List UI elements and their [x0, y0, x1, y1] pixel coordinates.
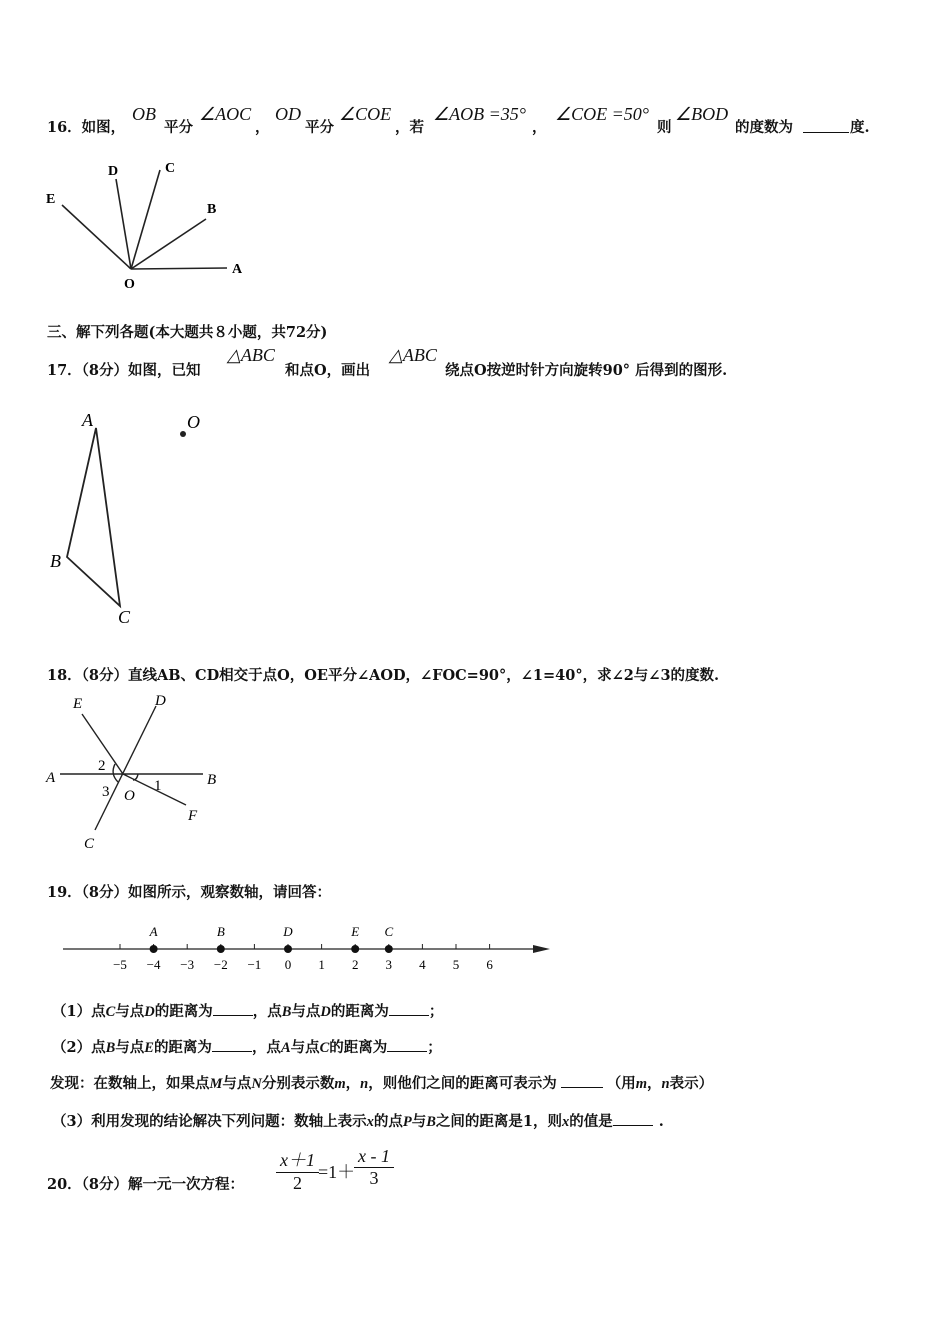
q19-blank-be — [212, 1037, 252, 1052]
q19-part1: （1）点C与点D的距离为 ，点B与点D的距离为 ； — [52, 1003, 444, 1020]
q20-num2: x - 1 — [358, 1146, 390, 1166]
q16-comma1: ， — [255, 119, 270, 136]
q16-bisect2: 平分 — [305, 119, 334, 136]
label-b: B — [207, 772, 217, 788]
label-o: O — [124, 277, 135, 292]
q19-discover: 发现：在数轴上，如果点M与点N分别表示数m，n，则他们之间的距离可表示为 （用m，n表示） — [50, 1075, 714, 1092]
point-b — [217, 945, 225, 953]
axis-tick-label: −4 — [146, 957, 161, 972]
q16-aob-eq: ∠AOB =35° — [433, 104, 526, 124]
q16-ob: OB — [132, 104, 156, 124]
ray-oa — [131, 268, 227, 269]
q16-figure — [40, 155, 260, 295]
q19-part3: （3）利用发现的结论解决下列问题：数轴上表示x的点P与B之间的距离是1，则x的值是 . — [52, 1113, 664, 1130]
q16-then: 则 — [657, 119, 672, 136]
q19-blank-distance — [561, 1073, 603, 1088]
point-label-a: A — [149, 924, 158, 939]
q18-text: 18．（8分）直线AB、CD相交于点O，OE平分∠AOD，∠FOC=90°，∠1=40°，求∠2与∠3的度数. — [47, 667, 720, 684]
axis-tick-label: −2 — [213, 957, 228, 972]
q19-blank-bd — [389, 1001, 429, 1016]
axis-tick-label: −5 — [113, 957, 127, 972]
q19-text: 19．（8分）如图所示，观察数轴，请回答： — [47, 884, 332, 901]
point-a — [150, 945, 158, 953]
axis-tick-label: 0 — [284, 957, 292, 972]
label-e: E — [46, 192, 56, 207]
q16-od: OD — [275, 104, 301, 124]
q16-aoc: ∠AOC — [199, 104, 252, 124]
label-a: A — [82, 410, 93, 430]
label-a: A — [46, 770, 56, 786]
q17-suffix: 绕点O按逆时针方向旋转90° 后得到的图形. — [445, 362, 728, 379]
axis-tick-label: −3 — [180, 957, 195, 972]
q16-coe: ∠COE — [339, 104, 392, 124]
q16-prefix: 16．如图， — [47, 119, 126, 136]
point-label-e: E — [351, 924, 360, 939]
label-o: O — [124, 788, 135, 804]
q16-answer-blank — [803, 118, 849, 133]
q19-blank-cd — [213, 1001, 253, 1016]
q20-text: 20．（8分）解一元一次方程： — [47, 1176, 245, 1193]
q20-fraction-2 — [354, 1146, 394, 1189]
label-f: F — [188, 808, 198, 824]
q18-figure — [40, 690, 240, 855]
q19-blank-ac — [387, 1037, 427, 1052]
point-e — [351, 945, 359, 953]
q17-prefix: 17．（8分）如图，已知 — [47, 362, 201, 379]
label-b: B — [50, 551, 61, 571]
q20-fraction-1 — [276, 1146, 319, 1194]
q17-figure — [40, 405, 240, 635]
point-label-c: C — [384, 924, 394, 939]
triangle-abc — [67, 428, 120, 606]
label-c: C — [118, 607, 131, 627]
axis-tick-label: 6 — [486, 957, 493, 972]
section3-title: 三、解下列各题(本大题共８小题，共72分) — [47, 324, 328, 341]
q20-num1: x＋1 — [280, 1150, 315, 1170]
ray-oc — [131, 170, 160, 269]
q19-part2: （2）点B与点E的距离为 ，点A与点C的距离为 ； — [52, 1039, 442, 1056]
point-d — [284, 945, 292, 953]
label-c: C — [84, 836, 95, 852]
axis-tick-label: 4 — [419, 957, 426, 972]
q16-coe-eq: ∠COE =50° — [555, 104, 649, 124]
q20-mid: =1＋ — [318, 1162, 356, 1182]
q16-suffix-b: 度. — [850, 119, 870, 136]
axis-tick-label: 5 — [452, 957, 460, 972]
point-o — [180, 431, 186, 437]
point-label-d: D — [283, 924, 293, 939]
axis-tick-label: 1 — [318, 957, 325, 972]
q16-comma2: ， — [532, 119, 547, 136]
q16-bod: ∠BOD — [675, 104, 729, 124]
q20-den1: 2 — [276, 1172, 319, 1194]
axis-tick-label: 2 — [351, 957, 359, 972]
label-d: D — [108, 164, 119, 179]
q17-mid: 和点O，画出 — [285, 362, 371, 379]
label-2: 2 — [98, 758, 106, 774]
axis-arrow — [533, 945, 550, 953]
label-e: E — [73, 696, 83, 712]
ray-oe — [62, 205, 131, 269]
point-c — [385, 945, 393, 953]
q17-tri2: △ABC — [389, 345, 437, 365]
label-1: 1 — [154, 778, 162, 794]
label-o: O — [187, 412, 200, 432]
ray-ob — [131, 219, 206, 269]
ray-od — [116, 179, 131, 269]
axis-tick-label: 3 — [385, 957, 393, 972]
q19-number-line — [55, 918, 555, 978]
axis-tick-label: −1 — [247, 957, 262, 972]
q17-tri1: △ABC — [227, 345, 275, 365]
label-d: D — [155, 693, 166, 709]
label-a: A — [232, 262, 243, 277]
q16-if: ，若 — [395, 119, 424, 136]
label-c: C — [165, 161, 176, 176]
label-3: 3 — [102, 784, 110, 800]
label-b: B — [207, 202, 217, 217]
q19-blank-x — [613, 1111, 653, 1126]
q16-suffix-a: 的度数为 — [735, 119, 793, 136]
q20-den2: 3 — [354, 1167, 394, 1189]
q16-bisect1: 平分 — [164, 119, 193, 136]
point-label-b: B — [216, 924, 225, 939]
